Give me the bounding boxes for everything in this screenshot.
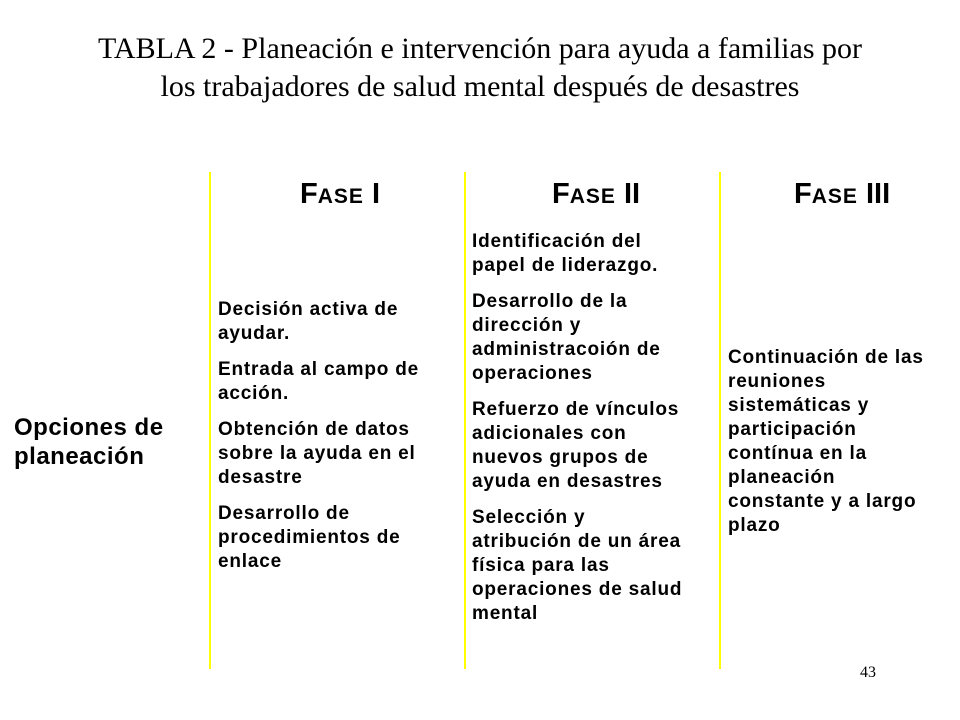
item-line: reuniones (728, 371, 826, 392)
slide-title (0, 30, 960, 106)
item-line: acción. (218, 383, 290, 404)
item-line: desastre (218, 467, 303, 488)
row-label-line-1: Opciones de (14, 414, 164, 441)
item-line: dirección y (472, 315, 582, 336)
phase-3-column (728, 346, 924, 550)
item-line: constante y a largo (728, 491, 917, 512)
item-line: Obtención de datos (218, 419, 410, 440)
phase-3-header-num: III (865, 178, 891, 210)
item-line: Entrada al campo de (218, 359, 420, 380)
phase-2-item (472, 398, 682, 494)
phase-2-header (552, 177, 640, 214)
item-line: contínua en la (728, 443, 867, 464)
item-line: nuevos grupos de (472, 447, 649, 468)
item-line: papel de liderazgo. (472, 255, 659, 276)
phase-1-column (218, 298, 419, 586)
item-line: Decisión activa de (218, 299, 399, 320)
phase-2-header-cap: F (552, 178, 570, 210)
item-line: adicionales con (472, 423, 627, 444)
column-divider (464, 172, 466, 669)
phase-2-item (472, 506, 682, 626)
item-line: física para las (472, 555, 610, 576)
item-line: procedimientos de (218, 527, 401, 548)
item-line: Refuerzo de vínculos (472, 399, 680, 420)
item-line: operaciones de salud (472, 579, 683, 600)
item-line: plazo (728, 515, 781, 536)
item-line: ayudar. (218, 323, 291, 344)
phase-1-header-cap: F (300, 178, 318, 210)
phase-1-header-num: I (371, 178, 381, 210)
item-line: participación (728, 419, 857, 440)
item-line: sobre la ayuda en el (218, 443, 416, 464)
item-line: Continuación de las (728, 347, 924, 368)
phase-1-header (300, 177, 380, 214)
item-line: administracoión de (472, 339, 661, 360)
item-line: atribución de un área (472, 531, 681, 552)
item-line: sistemáticas y (728, 395, 870, 416)
phase-1-item (218, 502, 419, 574)
phase-3-header (794, 177, 890, 214)
phase-2-item (472, 290, 682, 386)
title-line-1: TABLA 2 - Planeación e intervención para ayuda a familias por (98, 32, 862, 65)
item-line: Desarrollo de (218, 503, 350, 524)
phase-2-header-rest: ASE (569, 185, 616, 208)
phase-1-item (218, 298, 419, 346)
item-line: operaciones (472, 363, 593, 384)
phase-1-item (218, 418, 419, 490)
item-line: planeación (728, 467, 836, 488)
title-line-2: los trabajadores de salud mental después de desastres (160, 70, 800, 103)
column-divider (719, 172, 721, 669)
row-label-line-2: planeación (14, 443, 145, 470)
page-number: 43 (860, 664, 876, 681)
item-line: Desarrollo de la (472, 291, 628, 312)
row-label (14, 413, 164, 471)
phase-1-header-rest: ASE (317, 185, 364, 208)
phase-2-column (472, 230, 682, 638)
item-line: enlace (218, 551, 282, 572)
phase-3-item (728, 346, 924, 538)
phase-3-header-rest: ASE (811, 185, 858, 208)
item-line: Selección y (472, 507, 586, 528)
column-divider (209, 172, 211, 669)
phase-1-item (218, 358, 419, 406)
item-line: Identificación del (472, 231, 642, 252)
phase-2-item (472, 230, 682, 278)
item-line: ayuda en desastres (472, 471, 663, 492)
item-line: mental (472, 603, 539, 624)
phase-2-header-num: II (623, 178, 641, 210)
phase-3-header-cap: F (794, 178, 812, 210)
